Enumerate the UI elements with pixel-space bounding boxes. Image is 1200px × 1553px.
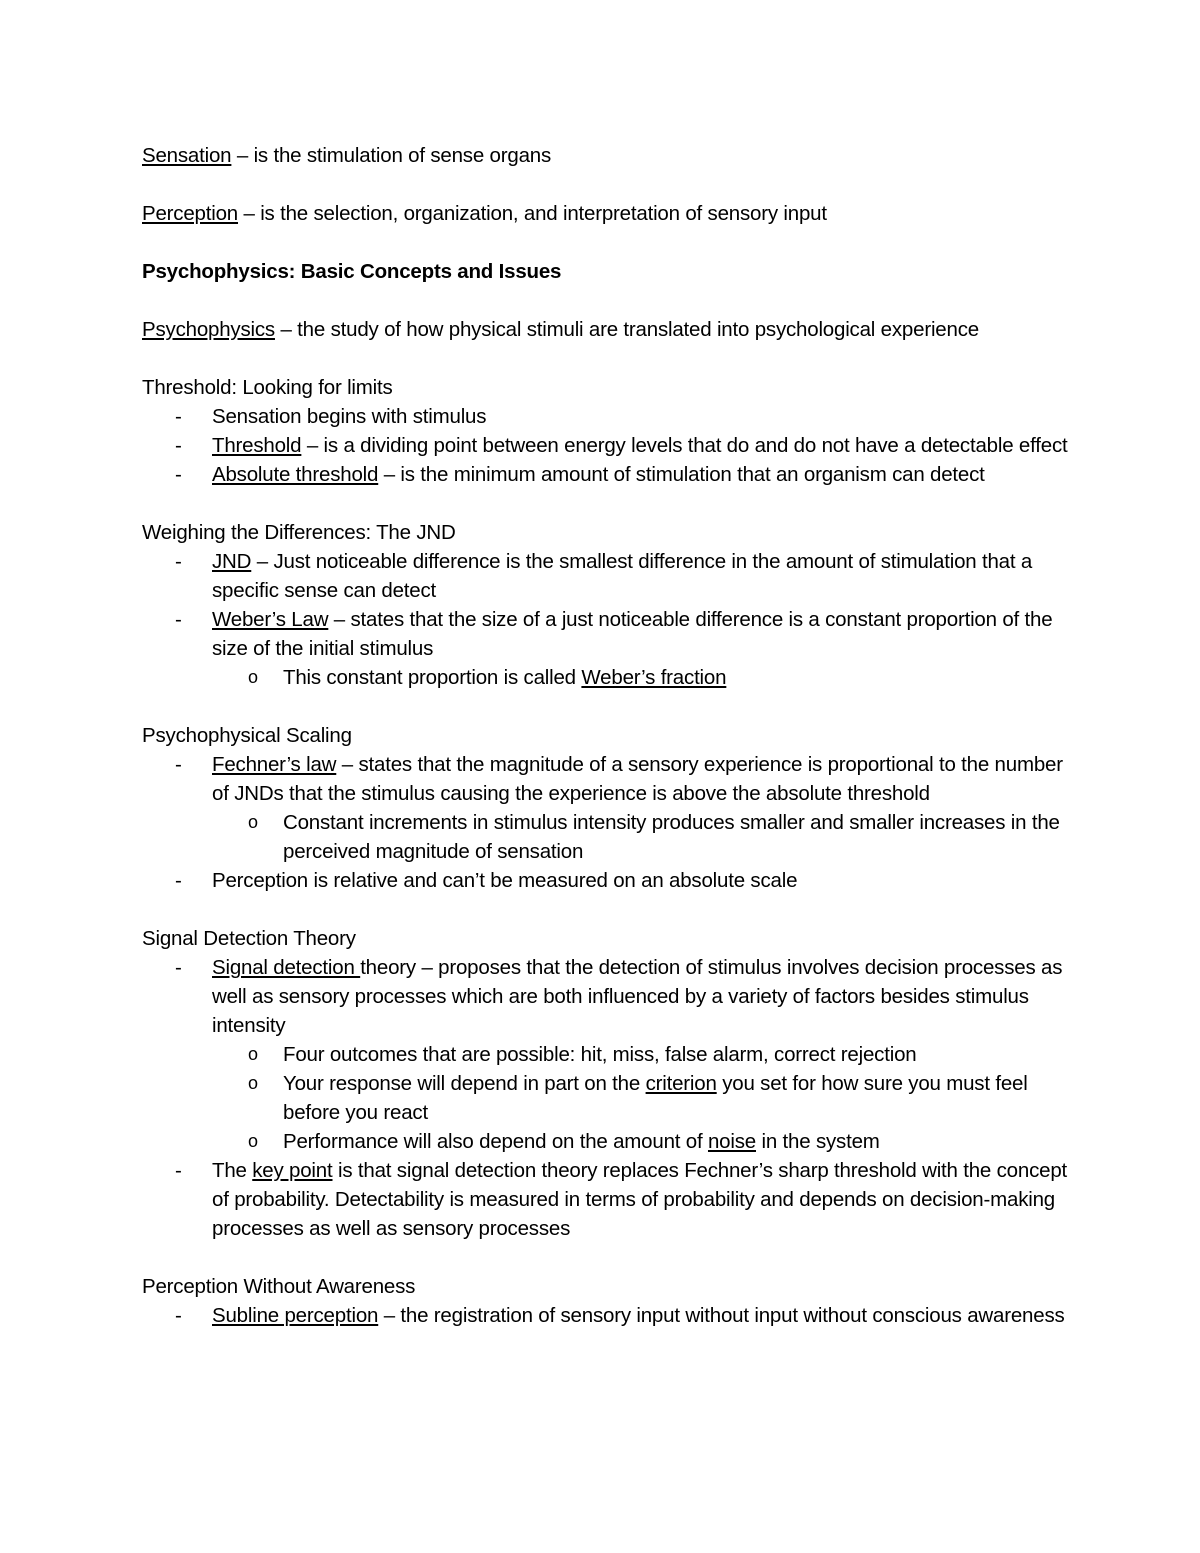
dash-bullet: - xyxy=(175,405,182,428)
sub-list-item xyxy=(142,808,1072,866)
list-item xyxy=(142,460,1072,489)
term-signal-detection: Signal detection xyxy=(212,956,361,979)
list-item xyxy=(142,750,1072,808)
sub-item-text: in the system xyxy=(756,1130,880,1153)
list-item-text: The xyxy=(212,1159,253,1182)
term-webers-fraction: Weber’s fraction xyxy=(581,666,727,689)
list-item xyxy=(142,402,1072,431)
section-heading: Psychophysics: Basic Concepts and Issues xyxy=(142,260,562,283)
term-webers-law: Weber’s Law xyxy=(212,608,329,631)
sub-item-text: Constant increments in stimulus intensity produces smaller and smaller increases in the perceived magnitude of sensation xyxy=(283,811,1060,863)
section-title-awareness: Perception Without Awareness xyxy=(142,1275,416,1298)
section-title-threshold: Threshold: Looking for limits xyxy=(142,376,393,399)
list-item-text: Sensation begins with stimulus xyxy=(212,405,487,428)
list-item xyxy=(142,866,1072,895)
term-fechners-law: Fechner’s law xyxy=(212,753,337,776)
sub-item-text: you set for how sure you must feel before you react xyxy=(283,1072,1028,1124)
list-item xyxy=(142,1156,1072,1243)
sub-item-text: Your response will depend in part on the xyxy=(283,1072,646,1095)
document-page xyxy=(142,141,1072,1330)
definition-text: – is the selection, organization, and interpretation of sensory input xyxy=(238,202,827,225)
sub-item-text: Performance will also depend on the amount of xyxy=(283,1130,708,1153)
section-title-signal-detection: Signal Detection Theory xyxy=(142,927,356,950)
term-threshold: Threshold xyxy=(212,434,302,457)
definition-text: – is the stimulation of sense organs xyxy=(231,144,552,167)
dash-bullet: - xyxy=(175,463,182,486)
dash-bullet: - xyxy=(175,869,182,892)
list-item xyxy=(142,547,1072,605)
dash-bullet: - xyxy=(175,1159,182,1182)
definition-perception xyxy=(142,199,1072,228)
definition-sensation xyxy=(142,141,1072,170)
term-criterion: criterion xyxy=(645,1072,717,1095)
term-key-point: key point xyxy=(252,1159,333,1182)
list-item xyxy=(142,1301,1072,1330)
list-item-text: is that signal detection theory replaces Fechner’s sharp threshold with the concept of probability. Detectability is measured in terms of probability and depends on decision-making processes as well as sensory processes xyxy=(212,1159,1068,1240)
list-item xyxy=(142,431,1072,460)
list-item xyxy=(142,953,1072,1040)
sub-list-item xyxy=(142,1040,1072,1069)
sub-item-text: Four outcomes that are possible: hit, miss, false alarm, correct rejection xyxy=(283,1043,917,1066)
term-noise: noise xyxy=(707,1130,756,1153)
dash-bullet: - xyxy=(175,956,182,979)
list-item-text: Perception is relative and can’t be measured on an absolute scale xyxy=(212,869,798,892)
sub-list-item xyxy=(142,1069,1072,1127)
definition-text: – the study of how physical stimuli are translated into psychological experience xyxy=(274,318,979,341)
term-absolute-threshold: Absolute threshold xyxy=(212,463,379,486)
list-item-text: – is the minimum amount of stimulation that an organism can detect xyxy=(378,463,985,486)
section-title-jnd: Weighing the Differences: The JND xyxy=(142,521,456,544)
section-title-scaling: Psychophysical Scaling xyxy=(142,724,352,747)
list-item-text: – states that the size of a just noticeable difference is a constant proportion of the size of the initial stimulus xyxy=(212,608,1053,660)
list-item-text: theory – proposes that the detection of stimulus involves decision processes as well as sensory processes which are both influenced by a variety of factors besides stimulus intensity xyxy=(212,956,1063,1037)
circle-bullet: o xyxy=(248,1073,258,1093)
list-item-text: – the registration of sensory input without input without conscious awareness xyxy=(378,1304,1065,1327)
circle-bullet: o xyxy=(248,667,258,687)
sub-item-text: This constant proportion is called xyxy=(283,666,582,689)
sub-list-item xyxy=(142,1127,1072,1156)
list-item-text: – is a dividing point between energy levels that do and do not have a detectable effect xyxy=(301,434,1068,457)
list-item-text: – Just noticeable difference is the smallest difference in the amount of stimulation that a specific sense can detect xyxy=(212,550,1033,602)
dash-bullet: - xyxy=(175,550,182,573)
definition-psychophysics xyxy=(142,315,1072,344)
sub-list-item xyxy=(142,663,1072,692)
term-jnd: JND xyxy=(212,550,252,573)
term-subline-perception: Subline perception xyxy=(212,1304,379,1327)
dash-bullet: - xyxy=(175,1304,182,1327)
term-perception: Perception xyxy=(142,202,239,225)
dash-bullet: - xyxy=(175,608,182,631)
list-item xyxy=(142,605,1072,663)
term-psychophysics: Psychophysics xyxy=(142,318,275,341)
circle-bullet: o xyxy=(248,812,258,832)
dash-bullet: - xyxy=(175,753,182,776)
circle-bullet: o xyxy=(248,1131,258,1151)
circle-bullet: o xyxy=(248,1044,258,1064)
list-item-text: – states that the magnitude of a sensory experience is proportional to the number of JNDs that the stimulus causing the experience is above the absolute threshold xyxy=(212,753,1063,805)
term-sensation: Sensation xyxy=(142,144,232,167)
dash-bullet: - xyxy=(175,434,182,457)
